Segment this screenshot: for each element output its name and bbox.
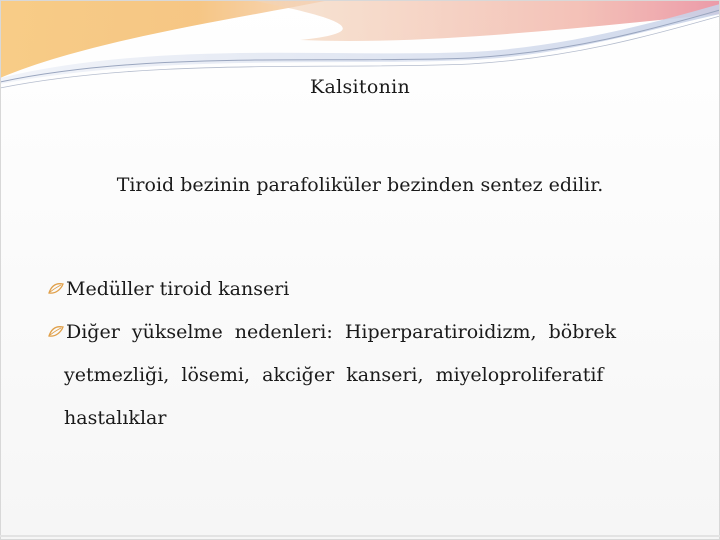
leaf-bullet-icon (48, 282, 64, 296)
slide-title: Kalsitonin (309, 76, 411, 98)
list-item (48, 311, 672, 440)
list-item (48, 268, 672, 311)
bullet-text-line: hastalıklar (64, 407, 167, 429)
bullet-text-line: Diğer yükselme nedenleri: Hiperparatiroidizm, böbrek (66, 321, 617, 343)
bullet-text-line: yetmezliği, lösemi, akciğer kanseri, miyeloproliferatif (64, 364, 604, 386)
leaf-bullet-icon (48, 325, 64, 339)
bullet-text: Medüller tiroid kanseri (66, 278, 290, 300)
slide-subtitle: Tiroid bezinin parafoliküler bezinden sentez edilir. (116, 174, 604, 196)
bullet-list (48, 268, 672, 440)
